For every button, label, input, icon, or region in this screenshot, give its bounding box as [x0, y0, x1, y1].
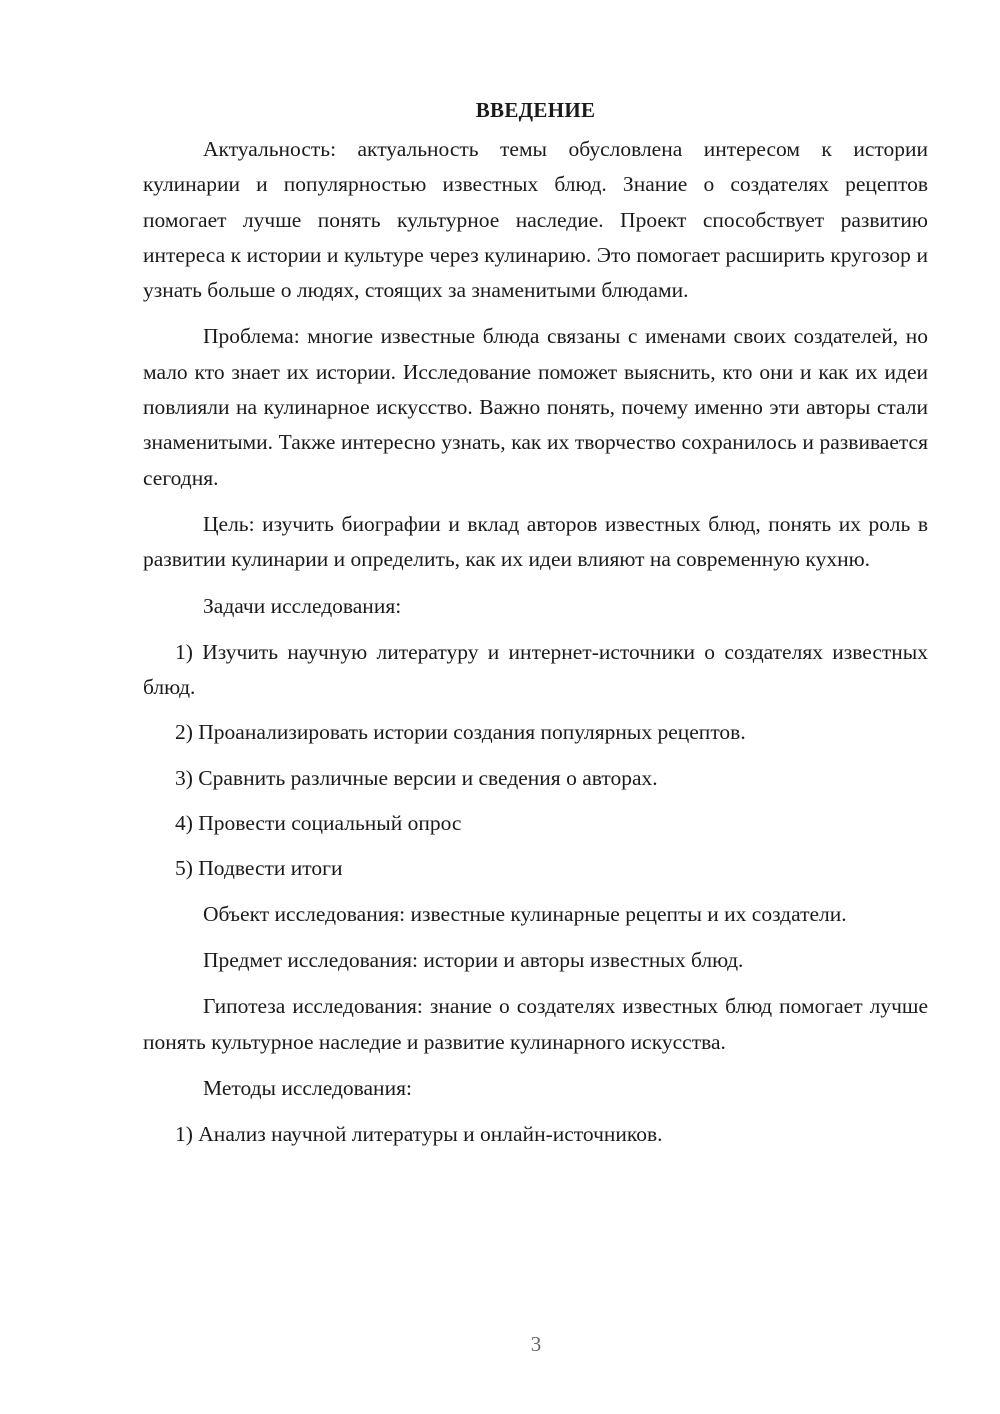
tasks-heading: Задачи исследования:: [203, 593, 402, 618]
subject-paragraph: Предмет исследования: истории и авторы известных блюд.: [203, 947, 744, 972]
task-item: 2) Проанализировать истории создания популярных рецептов.: [175, 720, 746, 745]
goal-paragraph: Цель: изучить биографии и вклад авторов известных блюд, понять их роль в развитии кулинарии и определить, как их идеи влияют на современную кухню.: [143, 511, 928, 572]
methods-heading: Методы исследования:: [203, 1075, 412, 1100]
task-item: 4) Провести социальный опрос: [175, 811, 462, 836]
problem-paragraph: Проблема: многие известные блюда связаны с именами своих создателей, но мало кто знает их истории. Исследование поможет выяснить, кто они и как их идеи повлияли на кулинарное искусство. Важно понять, почему именно эти авторы стали знаменитыми. Также интересно узнать, как их творчество сохранилось и развивается сегодня.: [143, 324, 928, 490]
hypothesis-paragraph: Гипотеза исследования: знание о создателях известных блюд помогает лучше понять культурное наследие и развитие кулинарного искусства.: [143, 994, 928, 1054]
task-item: 3) Сравнить различные версии и сведения о авторах.: [175, 765, 658, 790]
section-heading: ВВЕДЕНИЕ: [475, 98, 596, 122]
task-item: 5) Подвести итоги: [175, 856, 343, 881]
page-number: 3: [530, 1332, 542, 1356]
task-item: 1) Изучить научную литературу и интернет-источники о создателях известных блюд.: [143, 639, 928, 700]
relevance-paragraph: Актуальность: актуальность темы обусловлена интересом к истории кулинарии и популярностью известных блюд. Знание о создателях рецептов помогает лучше понять культурное наследие. Проект способствует развитию интереса к истории и культуре через кулинарию. Это помогает расширить кругозор и узнать больше о людях, стоящих за знаменитыми блюдами.: [143, 137, 928, 303]
method-item: 1) Анализ научной литературы и онлайн-источников.: [175, 1122, 663, 1147]
page-content: [143, 92, 928, 1162]
object-paragraph: Объект исследования: известные кулинарные рецепты и их создатели.: [203, 901, 847, 926]
